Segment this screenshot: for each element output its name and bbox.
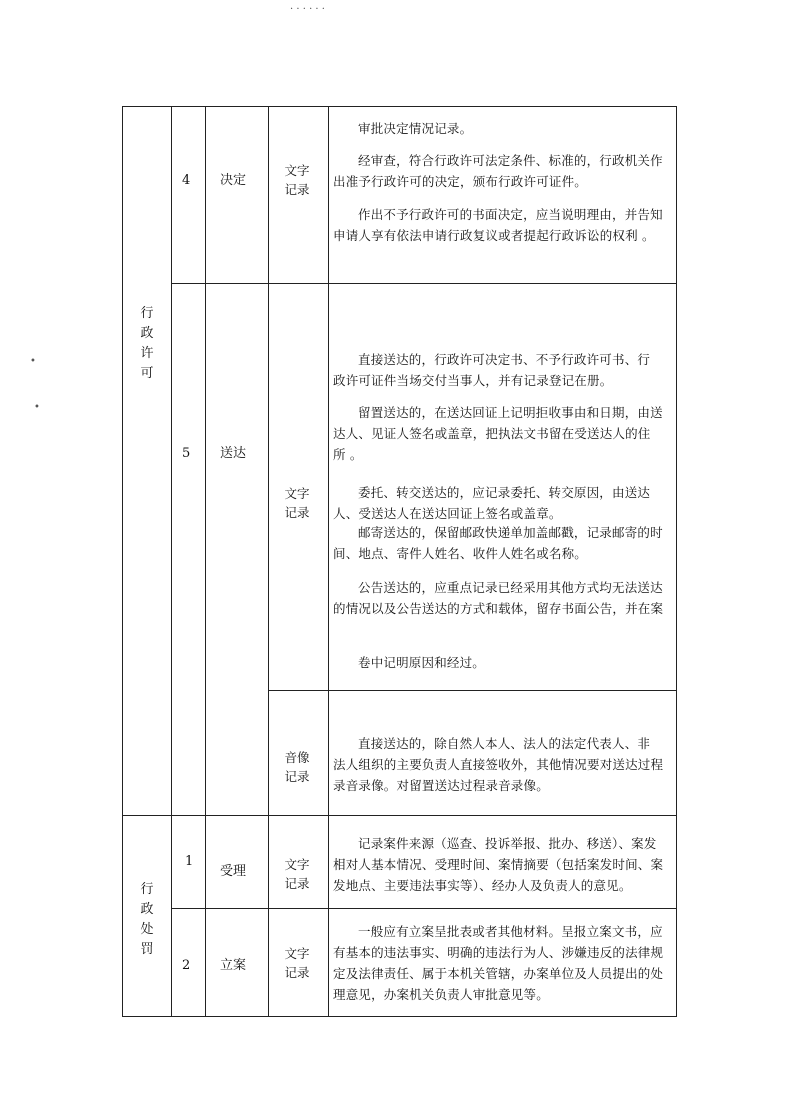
row-number: 2 [182,958,191,973]
row-number: 5 [182,446,191,461]
row-divider [171,283,677,284]
step-name: 决定 [220,173,247,188]
margin-mark: • [30,356,36,367]
row-number: 4 [182,173,191,188]
record-type: 文字记录 [284,857,310,891]
paragraph: 经审查，符合行政许可法定条件、标准的，行政机关作出准予行政许可的决定，颁布行政许可证件。 [333,153,663,189]
row-divider [268,690,677,691]
paragraph: 委托、转交送达的，应记录委托、转交原因，由送达人、受送达人在送达回证上签名或盖章。 [333,485,651,521]
paragraph: 公告送达的，应重点记录已经采用其他方式均无法送达的情况以及公告送达的方式和载体，留存书面公告，并在案 [333,580,664,616]
paragraph: 直接送达的，行政许可决定书、不予行政许可书、行 政许可证件当场交付当事人，并有记录登记在册。 [333,352,651,388]
paragraph: 留置送达的，在送达回证上记明拒收事由和日期，由送达人、见证人签名或盖章，把执法文书留在受送达人的住 所 。 [333,405,663,462]
col-divider [328,106,329,1017]
paragraph: 邮寄送达的，保留邮政快递单加盖邮戳，记录邮寄的时间、地点、寄件人姓名、收件人姓名或名称。 [333,525,663,561]
paragraph: 作出不予行政许可的书面决定，应当说明理由，并告知申请人享有依法申请行政复议或者提起行政诉讼的权利 。 [333,207,663,243]
paragraph: 记录案件来源（巡查、投诉举报、批办、移送）、案发相对人基本情况、受理时间、案情摘要（包括案发时间、案发地点、主要违法事实等）、经办人及负责人的意见。 [333,836,664,893]
step-name: 立案 [220,958,247,973]
record-type: 文字记录 [284,486,310,520]
row-number: 1 [185,854,194,869]
paragraph: 卷中记明原因和经过。 [358,655,486,670]
category-penalty: 行政处罚 [140,882,154,957]
record-type: 文字记录 [284,946,310,980]
col-divider [171,106,172,1017]
row-divider [171,908,677,909]
paragraph: 审批决定情况记录。 [358,121,473,136]
step-name: 受理 [220,864,247,879]
scan-noise: · · · · · · [290,4,325,15]
paragraph: 直接送达的，除自然人本人、法人的法定代表人、非 法人组织的主要负责人直接签收外，其他情况要对送达过程录音录像。对留置送达过程录音录像。 [333,736,664,793]
col-divider [268,106,269,1017]
margin-mark: • [34,402,40,413]
row-divider [122,815,677,816]
category-permit: 行政许可 [140,306,154,381]
paragraph: 一般应有立案呈批表或者其他材料。呈报立案文书，应有基本的违法事实、明确的违法行为人、涉嫌违反的法律规定及法律责任、属于本机关管辖，办案单位及人员提出的处理意见，办案机关负责人审批意见等。 [333,924,664,1002]
col-divider [205,106,206,1017]
step-name: 送达 [220,446,247,461]
record-type: 文字记录 [284,163,310,197]
record-type: 音像记录 [284,750,310,784]
